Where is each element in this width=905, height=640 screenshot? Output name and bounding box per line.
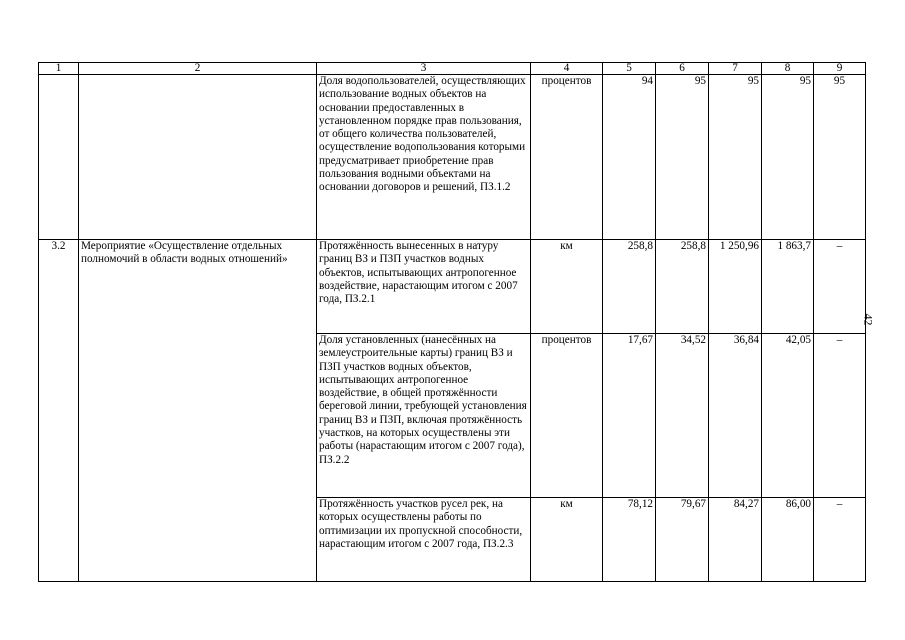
indicator-cell: Протяжённость вынесенных в натуру границ ВЗ и ПЗП участков водных объектов, испытывающих антропогенное воздействие, нарастающим итогом с 2007 года, ПЗ.2.1: [317, 240, 531, 334]
value-cell: 258,8: [656, 240, 709, 334]
indicator-cell: Доля установленных (нанесённых на землеустроительные карты) границ ВЗ и ПЗП участков водных объектов, испытывающих антропогенное воздействие, в общей протяжённости береговой линии, требующей установления границ ВЗ и ПЗП, включая протяжённость участков, на которых осуществлены эти работы (нарастающим итогом с 2007 года), ПЗ.2.2: [317, 334, 531, 498]
column-number: 4: [531, 63, 603, 75]
column-number: 5: [603, 63, 656, 75]
column-number: 7: [709, 63, 762, 75]
column-number: 9: [814, 63, 866, 75]
event-cell: [79, 75, 317, 240]
value-cell: 95: [656, 75, 709, 240]
value-cell: 78,12: [603, 498, 656, 582]
value-cell: 42,05: [762, 334, 814, 498]
value-cell: 36,84: [709, 334, 762, 498]
value-cell: 17,67: [603, 334, 656, 498]
unit-cell: км: [531, 240, 603, 334]
column-number: 1: [39, 63, 79, 75]
value-cell: 95: [709, 75, 762, 240]
column-number: 3: [317, 63, 531, 75]
unit-cell: км: [531, 498, 603, 582]
value-cell: 1 863,7: [762, 240, 814, 334]
indicator-cell: Доля водопользователей, осуществляющих использование водных объектов на основании предоставленных в установленном порядке прав пользования, от общего количества пользователей, осуществление водопользования которыми предусматривает приобретение прав пользования водными объектами на основании договоров и решений, ПЗ.1.2: [317, 75, 531, 240]
value-cell: 94: [603, 75, 656, 240]
page-number: 42: [861, 313, 876, 326]
value-cell: 95: [814, 75, 866, 240]
event-cell: Мероприятие «Осуществление отдельных полномочий в области водных отношений»: [79, 240, 317, 582]
column-number: 6: [656, 63, 709, 75]
indicator-cell: Протяжённость участков русел рек, на которых осуществлены работы по оптимизации их пропускной способности, нарастающим итогом с 2007 года, ПЗ.2.3: [317, 498, 531, 582]
value-cell: 34,52: [656, 334, 709, 498]
table-row: [39, 240, 866, 334]
column-number: 2: [79, 63, 317, 75]
unit-cell: процентов: [531, 334, 603, 498]
value-cell: –: [814, 498, 866, 582]
program-indicators-table: [38, 62, 866, 582]
value-cell: 86,00: [762, 498, 814, 582]
item-number-cell: [39, 75, 79, 240]
value-cell: 84,27: [709, 498, 762, 582]
column-number: 8: [762, 63, 814, 75]
value-cell: 258,8: [603, 240, 656, 334]
value-cell: 79,67: [656, 498, 709, 582]
column-number-row: [39, 63, 866, 75]
value-cell: –: [814, 240, 866, 334]
value-cell: 1 250,96: [709, 240, 762, 334]
unit-cell: процентов: [531, 75, 603, 240]
value-cell: –: [814, 334, 866, 498]
table-row: [39, 75, 866, 240]
value-cell: 95: [762, 75, 814, 240]
item-number-cell: 3.2: [39, 240, 79, 582]
